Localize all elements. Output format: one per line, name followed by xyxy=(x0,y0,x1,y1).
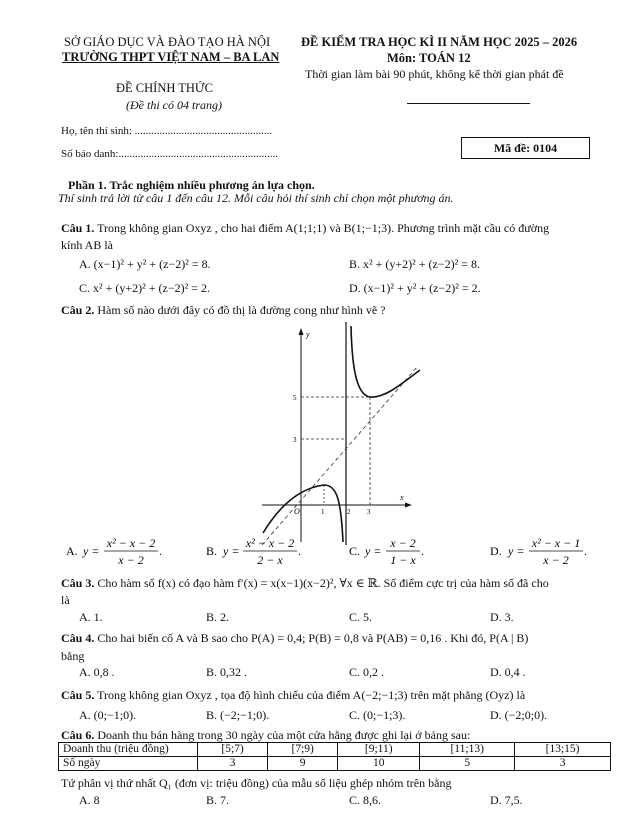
exam-code-box: Mã đề: 0104 xyxy=(461,137,590,159)
question-text: Doanh thu bán hàng trong 30 ngày của một cửa hằng được ghi lại ở bảng sau: xyxy=(97,728,471,742)
question-6 xyxy=(61,728,470,743)
svg-text:.: . xyxy=(584,544,587,558)
q5-option-d[interactable]: D. (−2;0;0). xyxy=(490,708,548,722)
svg-text:x² − x − 2: x² − x − 2 xyxy=(245,536,295,550)
question-text: Cho hai biến cố A và B sao cho P(A) = 0,4; P(B) = 0,8 và P(AB) = 0,16 . Khi đó, P(A | B) xyxy=(97,631,529,645)
question-text: Cho hàm số f(x) có đạo hàm f′(x) = x(x−1)(x−2)², ∀x ∈ ℝ. Số điểm cực trị của hàm số đã cho xyxy=(97,576,549,590)
q2-option-a[interactable] xyxy=(66,536,162,567)
x-axis-label: x xyxy=(400,493,404,502)
q3-option-b[interactable]: B. 2. xyxy=(206,610,230,624)
q6-option-b[interactable]: B. 7. xyxy=(206,793,230,807)
svg-text:D.: D. xyxy=(490,544,502,558)
question-4-cont: bằng xyxy=(61,649,85,663)
table-cell: 3 xyxy=(515,757,611,771)
revenue-table xyxy=(58,742,611,771)
question-3 xyxy=(61,576,549,591)
q6-option-a[interactable]: A. 8 xyxy=(79,793,100,807)
q1-option-b[interactable]: B. x² + (y+2)² + (z−2)² = 8. xyxy=(349,257,480,271)
q3-option-c[interactable]: C. 5. xyxy=(349,610,373,624)
q5-option-b[interactable]: B. (−2;−1;0). xyxy=(206,708,270,722)
q3-option-d[interactable]: D. 3. xyxy=(490,610,514,624)
question-text: Trong không gian Oxyz , tọa độ hình chiếu của điểm A(−2;−1;3) trên mặt phẳng (Oyz) là xyxy=(97,688,526,702)
header-divider xyxy=(407,103,530,104)
svg-text:x² − x − 1: x² − x − 1 xyxy=(531,536,581,550)
svg-text:x − 2: x − 2 xyxy=(118,553,144,567)
origin-label: O xyxy=(294,507,300,516)
q2-option-c[interactable] xyxy=(349,536,424,567)
svg-text:2 − x: 2 − x xyxy=(257,553,283,567)
x-tick-2: 2 xyxy=(347,508,351,516)
q3-option-a[interactable]: A. 1. xyxy=(79,610,103,624)
table-cell: [7;9) xyxy=(268,743,338,757)
q2-option-b[interactable] xyxy=(206,536,301,567)
q2-options xyxy=(60,534,620,568)
table-cell: [5;7) xyxy=(198,743,268,757)
q2-option-d[interactable] xyxy=(490,536,587,567)
table-cell: 5 xyxy=(420,757,515,771)
svg-text:y =: y = xyxy=(365,544,382,558)
table-row xyxy=(59,743,611,757)
question-3-cont: là xyxy=(61,593,70,607)
table-cell: Số ngày xyxy=(59,757,198,771)
q4-option-d[interactable]: D. 0,4 . xyxy=(490,665,526,679)
question-1-cont: kính AB là xyxy=(61,238,114,252)
y-tick-3: 3 xyxy=(293,436,297,444)
svg-text:A.: A. xyxy=(66,544,78,558)
svg-text:y =: y = xyxy=(508,544,525,558)
question-5 xyxy=(61,688,525,703)
q6-option-d[interactable]: D. 7,5. xyxy=(490,793,523,807)
q1-option-a[interactable]: A. (x−1)² + y² + (z−2)² = 8. xyxy=(79,257,211,271)
official-label: ĐỀ CHÍNH THỨC xyxy=(116,81,213,95)
part1-instruction: Thí sinh trả lời từ câu 1 đến câu 12. Mỗi câu hỏi thí sinh chỉ chọn một phương án. xyxy=(58,191,454,205)
question-label: Câu 1. xyxy=(61,221,95,235)
part1-title: Phần 1. Trắc nghiệm nhiều phương án lựa chọn. xyxy=(68,178,315,192)
q4-option-a[interactable]: A. 0,8 . xyxy=(79,665,115,679)
x-tick-3: 3 xyxy=(367,508,371,516)
question-6-cont: Tứ phân vị thứ nhất Q₁ (đơn vị: triệu đồng) của mẫu số liệu ghép nhóm trên bằng xyxy=(61,776,452,790)
table-row xyxy=(59,757,611,771)
question-1 xyxy=(61,221,549,236)
q5-option-c[interactable]: C. (0;−1;3). xyxy=(349,708,406,722)
svg-text:B.: B. xyxy=(206,544,218,558)
table-cell: Doanh thu (triệu đồng) xyxy=(59,743,198,757)
question-2 xyxy=(61,303,386,318)
table-cell: 9 xyxy=(268,757,338,771)
svg-text:.: . xyxy=(421,544,424,558)
svg-text:1 − x: 1 − x xyxy=(390,553,416,567)
question-label: Câu 2. xyxy=(61,303,95,317)
question-label: Câu 5. xyxy=(61,688,95,702)
q4-option-c[interactable]: C. 0,2 . xyxy=(349,665,385,679)
time-limit: Thời gian làm bài 90 phút, không kể thời gian phát đề xyxy=(305,67,564,81)
x-tick-1: 1 xyxy=(321,508,325,516)
q5-option-a[interactable]: A. (0;−1;0). xyxy=(79,708,137,722)
q6-option-c[interactable]: C. 8,6. xyxy=(349,793,382,807)
subject: Môn: TOÁN 12 xyxy=(387,51,471,65)
q1-option-d[interactable]: D. (x−1)² + y² + (z−2)² = 2. xyxy=(349,281,481,295)
table-cell: 10 xyxy=(338,757,420,771)
y-tick-5: 5 xyxy=(293,394,297,402)
table-cell: [13;15) xyxy=(515,743,611,757)
svg-text:x − 2: x − 2 xyxy=(390,536,416,550)
svg-text:x − 2: x − 2 xyxy=(543,553,569,567)
question-label: Câu 6. xyxy=(61,728,95,742)
svg-text:.: . xyxy=(298,544,301,558)
question-label: Câu 4. xyxy=(61,631,95,645)
question-4 xyxy=(61,631,528,646)
svg-text:C.: C. xyxy=(349,544,361,558)
svg-text:y =: y = xyxy=(223,544,240,558)
y-axis-label: y xyxy=(306,330,310,339)
department-name: SỞ GIÁO DỤC VÀ ĐÀO TẠO HÀ NỘI xyxy=(64,35,271,49)
question-text: Trong không gian Oxyz , cho hai điểm A(1;1;1) và B(1;−1;3). Phương trình mặt cầu có đường xyxy=(97,221,550,235)
q4-option-b[interactable]: B. 0,32 . xyxy=(206,665,248,679)
table-cell: 3 xyxy=(198,757,268,771)
question-label: Câu 3. xyxy=(61,576,95,590)
function-graph xyxy=(250,318,440,550)
exam-title: ĐỀ KIỂM TRA HỌC KÌ II NĂM HỌC 2025 – 2026 xyxy=(301,35,578,49)
curve-right-branch xyxy=(351,326,420,397)
student-name-field: Họ, tên thí sinh: .................................................. xyxy=(61,125,273,137)
table-cell: [11;13) xyxy=(420,743,515,757)
school-name: TRƯỜNG THPT VIỆT NAM – BA LAN xyxy=(62,50,280,64)
y-axis-arrow-icon xyxy=(299,328,304,335)
svg-text:x² − x − 2: x² − x − 2 xyxy=(106,536,156,550)
svg-text:.: . xyxy=(159,544,162,558)
question-text: Hàm số nào dưới đây có đồ thị là đường cong như hình vẽ ? xyxy=(97,303,386,317)
q1-option-c[interactable]: C. x² + (y+2)² + (z−2)² = 2. xyxy=(79,281,210,295)
page-count: (Đề thi có 04 trang) xyxy=(126,98,222,112)
svg-text:y =: y = xyxy=(83,544,100,558)
oblique-asymptote xyxy=(262,366,418,545)
table-cell: [9;11) xyxy=(338,743,420,757)
student-id-field: Số báo danh:.......................................................... xyxy=(61,148,278,160)
x-axis-arrow-icon xyxy=(405,503,412,508)
